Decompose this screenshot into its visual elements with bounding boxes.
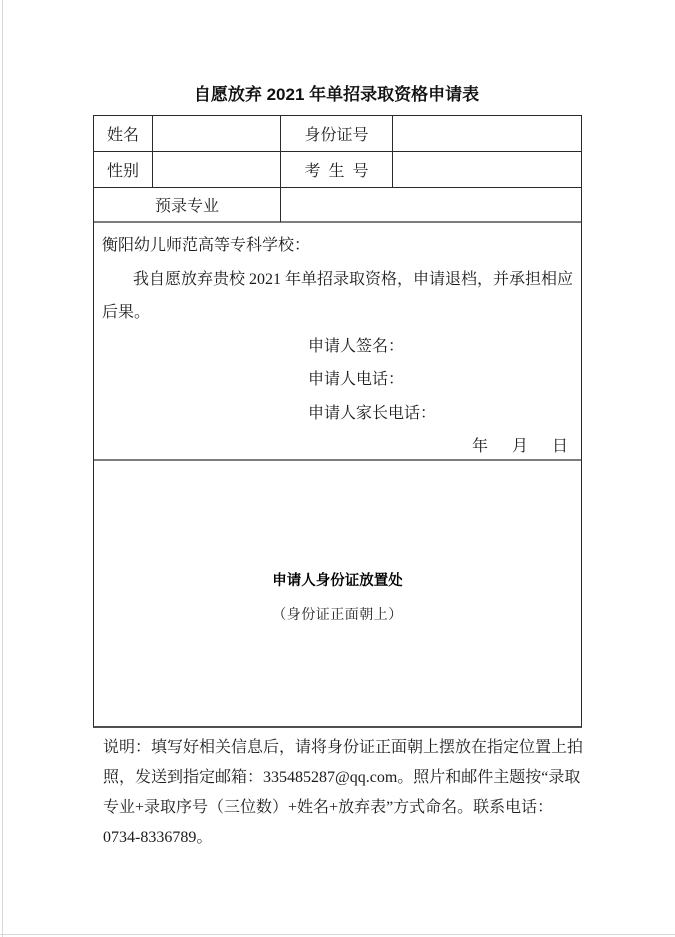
salutation-line: 衡阳幼儿师范高等专科学校：	[102, 237, 311, 254]
candidate-number-input-cell[interactable]	[393, 152, 581, 188]
declaration-cell	[94, 223, 581, 461]
applicant-phone-line[interactable]: 申请人电话：	[308, 371, 405, 388]
name-input-cell[interactable]	[153, 116, 281, 152]
parent-phone-line[interactable]: 申请人家长电话：	[308, 404, 437, 422]
id-card-placement-title: 申请人身份证放置处	[272, 573, 403, 589]
id-card-placement-subtitle: （身份证正面朝上）	[272, 608, 403, 623]
gender-label: 性别	[94, 152, 153, 188]
page-edge-left	[2, 0, 3, 937]
candidate-number-label: 考 生 号	[281, 152, 393, 188]
gender-input-cell[interactable]	[153, 152, 281, 188]
application-form-table	[93, 115, 582, 728]
name-label: 姓名	[94, 116, 153, 152]
instructions-line-4: 0734-8336789。	[103, 829, 213, 846]
id-number-input-cell[interactable]	[393, 116, 581, 152]
instructions-line-3: 专业+录取序号（三位数）+姓名+放弃表”方式命名。联系电话：	[103, 799, 554, 816]
page-edge-bottom	[0, 934, 675, 935]
id-card-placement-box	[94, 461, 581, 726]
declaration-line-2: 后果。	[102, 304, 151, 321]
id-number-label: 身份证号	[281, 116, 393, 152]
page-title: 自愿放弃 2021 年单招录取资格申请表	[193, 85, 480, 104]
instructions-line-1: 说明：填写好相关信息后，请将身份证正面朝上摆放在指定位置上拍	[103, 739, 584, 756]
instructions-line-2: 照，发送到指定邮箱：335485287@qq.com。照片和邮件主题按“录取	[103, 769, 581, 786]
major-input-cell[interactable]	[281, 188, 581, 223]
date-line[interactable]: 年 月 日	[471, 438, 572, 455]
instructions-note	[103, 733, 585, 853]
major-label: 预录专业	[94, 188, 281, 223]
applicant-signature-line[interactable]: 申请人签名：	[308, 337, 405, 355]
declaration-line-1: 我自愿放弃贵校 2021 年单招录取资格，申请退档，并承担相应	[133, 270, 574, 288]
